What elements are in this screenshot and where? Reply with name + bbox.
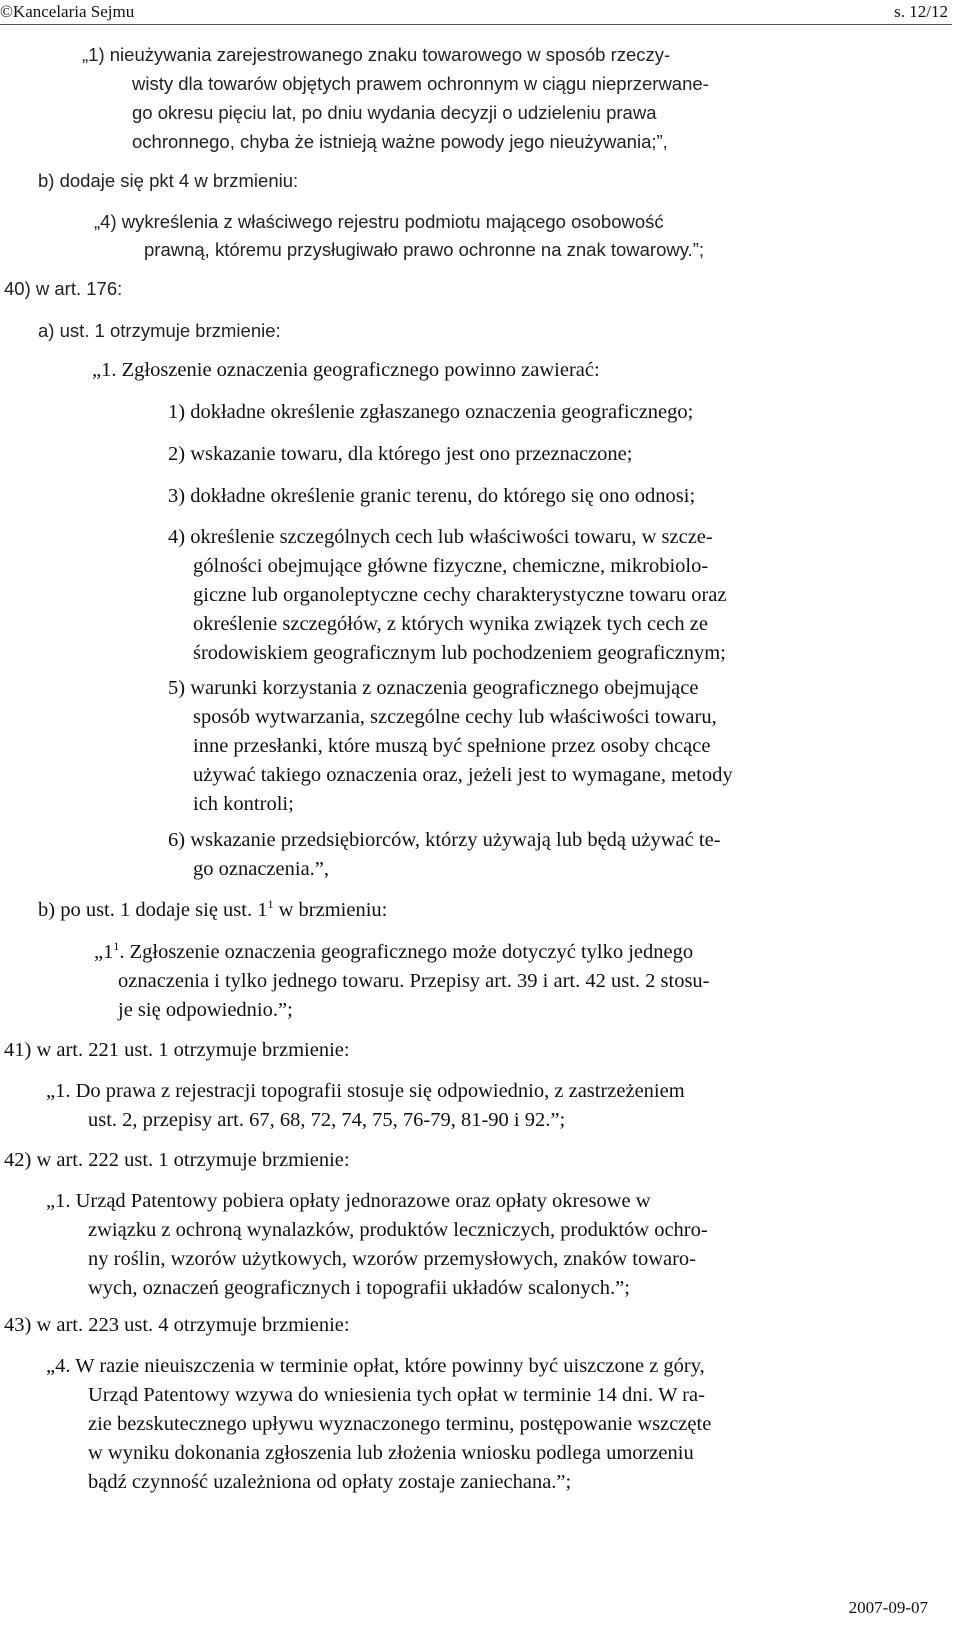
footer-date: 2007-09-07: [848, 1598, 928, 1617]
amendment-b-pkt4: b) dodaje się pkt 4 w brzmieniu:: [38, 170, 299, 191]
text-line: 4) określenie szczególnych cech lub właściwości towaru, w szcze-: [168, 526, 713, 548]
text-line: określenie szczegółów, z których wynika związek tych cech ze: [193, 613, 708, 635]
text-line: inne przesłanki, które muszą być spełnione przez osoby chcące: [193, 735, 711, 757]
list-item-5: [168, 674, 866, 819]
quote-pkt-4: [94, 208, 866, 264]
text-line: wych, oznaczeń geograficznych i topografii układów scalonych.”;: [88, 1277, 630, 1299]
text: . Zgłoszenie oznaczenia geograficznego może dotyczyć tylko jednego: [119, 941, 694, 963]
text-line: 5) warunki korzystania z oznaczenia geograficznego obejmujące: [168, 677, 699, 699]
header-page-number: s. 12/12: [894, 2, 948, 21]
list-item-4: [168, 523, 866, 668]
text-line: środowiskiem geograficznym lub pochodzeniem geograficznym;: [193, 642, 726, 664]
item-41: 41) w art. 221 ust. 1 otrzymuje brzmienie:: [4, 1039, 350, 1061]
quote-ust-1-intro: „1. Zgłoszenie oznaczenia geograficznego powinno zawierać:: [92, 359, 600, 381]
header-rule: [0, 24, 952, 25]
header-left: ©Kancelaria Sejmu: [0, 2, 135, 21]
text-line: używać takiego oznaczenia oraz, jeżeli jest to wymagane, metody: [193, 764, 733, 786]
text: „1: [94, 941, 114, 963]
text-line: go okresu pięciu lat, po dniu wydania decyzji o udzieleniu prawa: [132, 102, 657, 123]
superscript: 1: [113, 939, 120, 953]
text: w brzmieniu:: [273, 899, 388, 921]
text-line: „4. W razie nieuiszczenia w terminie opłat, które powinny być uiszczone z góry,: [46, 1355, 705, 1377]
text-line: bądź czynność uzależniona od opłaty zostaje zaniechana.”;: [88, 1471, 572, 1493]
text-line: oznaczenia i tylko jednego towaru. Przepisy art. 39 i art. 42 ust. 2 stosu-: [118, 970, 710, 992]
text-line: ochronnego, chyba że istnieją ważne powody jego nieużywania;”,: [132, 131, 668, 152]
amendment-a-ust1: a) ust. 1 otrzymuje brzmienie:: [38, 320, 281, 341]
item-40: 40) w art. 176:: [4, 278, 123, 299]
list-item-1: 1) dokładne określenie zgłaszanego oznaczenia geograficznego;: [168, 401, 694, 423]
text-line: „1. Do prawa z rejestracji topografii stosuje się odpowiednio, z zastrzeżeniem: [46, 1080, 685, 1102]
text-line: „1) nieużywania zarejestrowanego znaku towarowego w sposób rzeczy-: [82, 44, 671, 65]
text-line: 6) wskazanie przedsiębiorców, którzy używają lub będą używać te-: [168, 829, 721, 851]
text-line: ny roślin, wzorów użytkowych, wzorów przemysłowych, znaków towaro-: [88, 1248, 697, 1270]
text-line: wisty dla towarów objętych prawem ochronnym w ciągu nieprzerwane-: [132, 73, 709, 94]
list-item-6: [168, 826, 866, 884]
text-line: go oznaczenia.”,: [193, 858, 330, 880]
text-line: „1. Urząd Patentowy pobiera opłaty jednorazowe oraz opłaty okresowe w: [46, 1190, 651, 1212]
item-42: 42) w art. 222 ust. 1 otrzymuje brzmienie:: [4, 1149, 350, 1171]
list-item-2: 2) wskazanie towaru, dla którego jest ono przeznaczone;: [168, 443, 633, 465]
text-line: ust. 2, przepisy art. 67, 68, 72, 74, 75, 76-79, 81-90 i 92.”;: [88, 1109, 566, 1131]
text-line: zie bezskutecznego upływu wyznaczonego terminu, postępowanie wszczęte: [88, 1413, 712, 1435]
text-line: giczne lub organoleptyczne cechy charakterystyczne towaru oraz: [193, 584, 727, 606]
text-line: sposób wytwarzania, szczególne cechy lub właściwości towaru,: [193, 706, 717, 728]
text-line: gólności obejmujące główne fizyczne, chemiczne, mikrobiolo-: [193, 555, 709, 577]
text-line: związku z ochroną wynalazków, produktów leczniczych, produktów ochro-: [88, 1219, 708, 1241]
text-line: [94, 938, 866, 967]
quote-art-221: [46, 1077, 866, 1135]
text-line: Urząd Patentowy wzywa do wniesienia tych opłat w terminie 14 dni. W ra-: [88, 1384, 705, 1406]
superscript: 1: [267, 897, 274, 911]
quote-art-223: [46, 1352, 866, 1497]
text-line: w wyniku dokonania zgłoszenia lub złożenia wniosku podlega umorzeniu: [88, 1442, 694, 1464]
text-line: je się odpowiednio.”;: [118, 999, 293, 1021]
quote-pkt-1: [82, 40, 854, 156]
text-line: prawną, któremu przysługiwało prawo ochronne na znak towarowy.”;: [144, 239, 705, 260]
text-line: „4) wykreślenia z właściwego rejestru podmiotu mającego osobowość: [94, 211, 664, 232]
text: b) po ust. 1 dodaje się ust. 1: [38, 899, 268, 921]
amendment-b-ust11: [38, 896, 387, 925]
item-43: 43) w art. 223 ust. 4 otrzymuje brzmienie:: [4, 1314, 350, 1336]
quote-art-222: [46, 1187, 866, 1303]
text-line: ich kontroli;: [193, 793, 294, 815]
list-item-3: 3) dokładne określenie granic terenu, do którego się ono odnosi;: [168, 485, 696, 507]
quote-ust-1-1: [94, 938, 866, 1025]
